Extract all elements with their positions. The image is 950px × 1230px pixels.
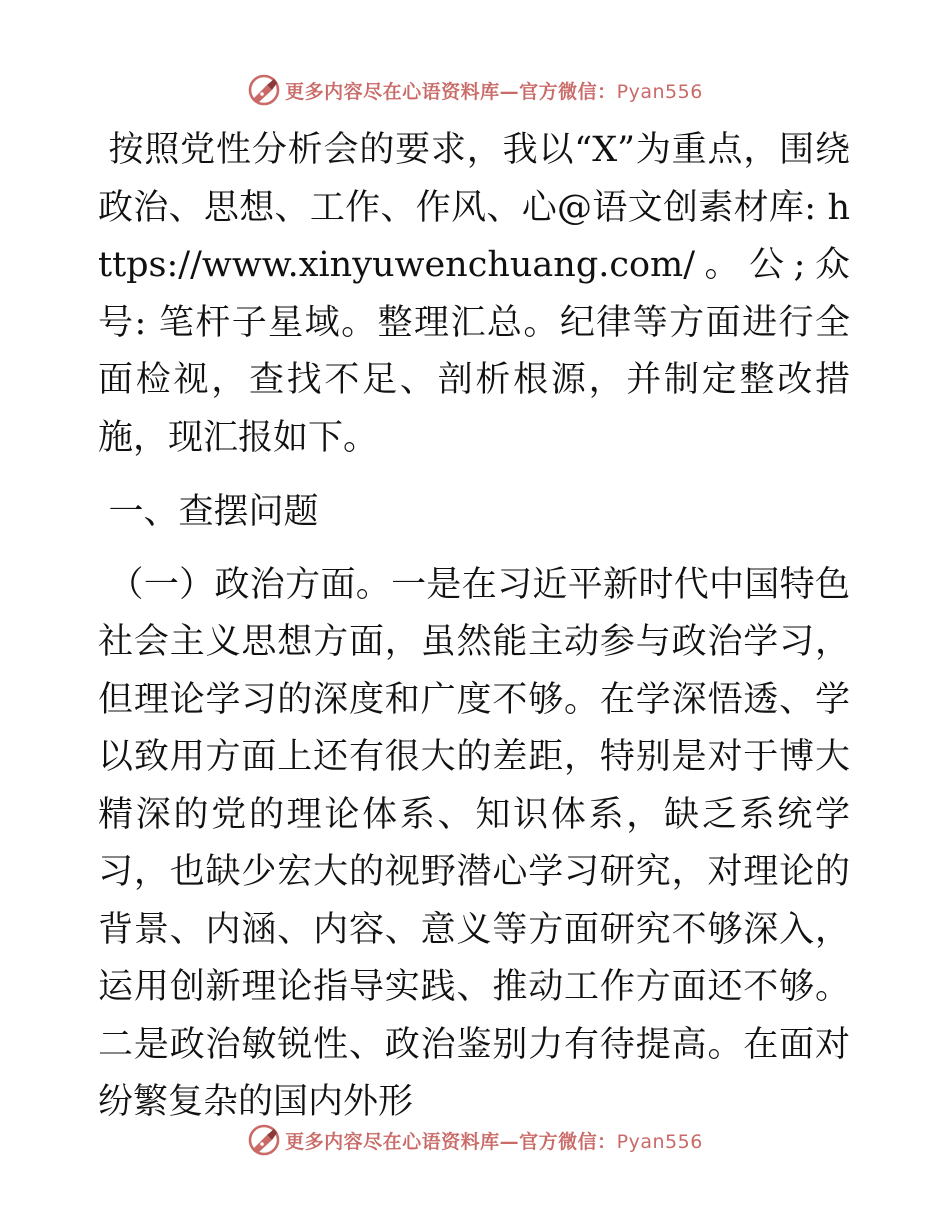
watermark-label: 更多内容尽在心语资料库—官方微信： bbox=[285, 1130, 617, 1153]
pen-nib-logo-icon bbox=[247, 1123, 281, 1157]
watermark-label: 更多内容尽在心语资料库—官方微信： bbox=[285, 80, 617, 103]
political-aspect-paragraph: （一）政治方面。一是在习近平新时代中国特色社会主义思想方面，虽然能主动参与政治学习，但理论学习的深度和广度不够。在学深悟透、学以致用方面上还有很大的差距，特别是对于博大精深的党的理论体系、知识体系，缺乏系统学习，也缺少宏大的视野潜心学习研究，对理论的背景、内涵、内容、意义等方面研究不够深入，运用创新理论指导实践、推动工作方面还不够。二是政治敏锐性、政治鉴别力有待提高。在面对纷繁复杂的国内外形 bbox=[98, 564, 850, 1122]
watermark-text bbox=[285, 1127, 703, 1154]
watermark-text bbox=[285, 77, 703, 104]
pen-nib-logo-icon bbox=[247, 73, 281, 107]
footer-watermark bbox=[0, 1120, 950, 1160]
intro-paragraph: 按照党性分析会的要求，我以“X”为重点，围绕政治、思想、工作、作风、心@语文创素材库: https://www.xinyuwenchuang.com/。公;众号: 笔杆子星域。整理汇总。纪律等方面进行全面检视，查找不足、剖析根源，并制定整改措施，现汇报如下。 bbox=[98, 130, 850, 458]
header-watermark bbox=[0, 70, 950, 110]
document-body bbox=[98, 122, 850, 1132]
watermark-handle: Pyan556 bbox=[616, 80, 703, 103]
section-heading: 一、查摆问题 bbox=[108, 492, 319, 532]
watermark-handle: Pyan556 bbox=[616, 1130, 703, 1153]
